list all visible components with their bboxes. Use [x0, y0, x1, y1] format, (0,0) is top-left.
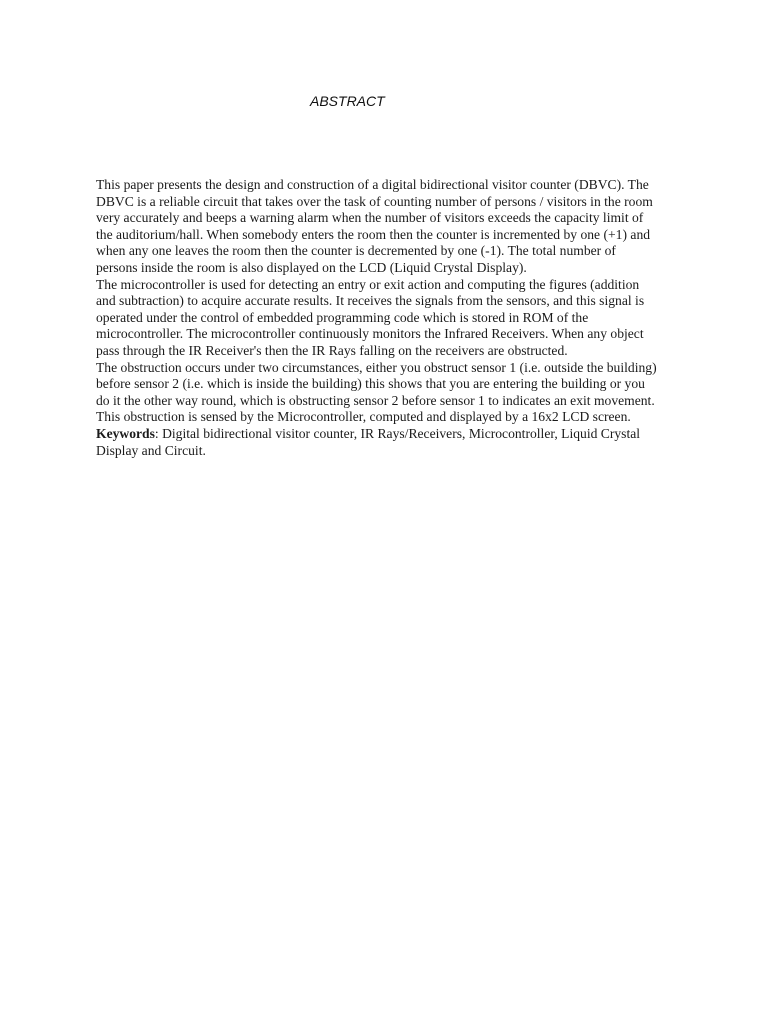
abstract-paragraph-2: The microcontroller is used for detecting an entry or exit action and computing the figures (addition and subtraction) to acquire accurate results. It receives the signals from the sensors, and this signal is operated under the control of embedded programming code which is stored in ROM of the microcontroller. The microcontroller continuously monitors the Infrared Receivers. When any object pass through the IR Receiver's then the IR Rays falling on the receivers are obstructed. — [96, 276, 645, 358]
abstract-paragraph-3: The obstruction occurs under two circumstances, either you obstruct sensor 1 (i.e. outside the building) before sensor 2 (i.e. which is inside the building) this shows that you are entering the building or you do it the other way round, which is obstructing sensor 2 before sensor 1 to indicates an exit movement. This obstruction is sensed by the Microcontroller, computed and displayed by a 16x2 LCD screen. — [96, 359, 657, 425]
keywords-line — [96, 426, 658, 459]
keywords-label: Keywords — [96, 425, 155, 441]
abstract-title: ABSTRACT — [310, 93, 385, 109]
keywords-text: : Digital bidirectional visitor counter, IR Rays/Receivers, Microcontroller, Liquid Crystal Display and Circuit. — [96, 425, 641, 458]
abstract-paragraph-1: This paper presents the design and construction of a digital bidirectional visitor counter (DBVC). The DBVC is a reliable circuit that takes over the task of counting number of persons / visitors in the room very accurately and beeps a warning alarm when the number of visitors exceeds the capacity limit of the auditorium/hall. When somebody enters the room then the counter is incremented by one (+1) and when any one leaves the room then the counter is decremented by one (-1). The total number of persons inside the room is also displayed on the LCD (Liquid Crystal Display). — [96, 177, 653, 275]
abstract-body — [96, 177, 658, 459]
